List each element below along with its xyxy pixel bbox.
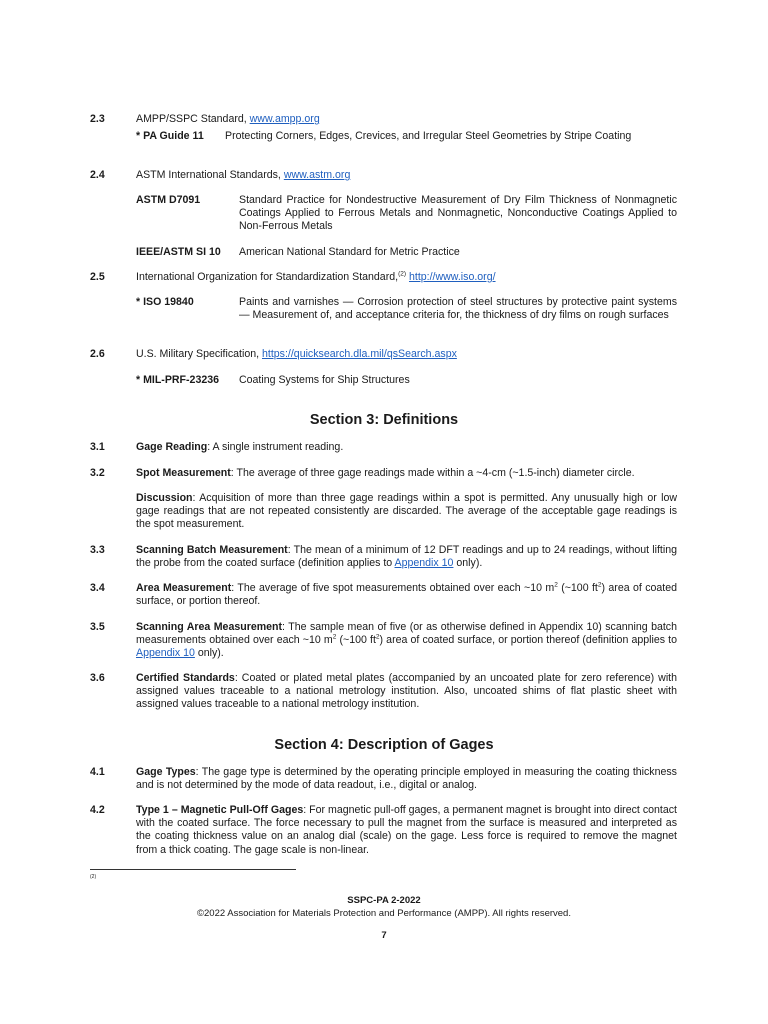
section-number: 2.6 (90, 348, 105, 360)
reference-description: Coating Systems for Ship Structures (239, 374, 410, 386)
appendix-10-link[interactable]: Appendix 10 (136, 647, 195, 660)
definition-number: 4.2 (90, 804, 105, 816)
definition-number: 3.5 (90, 621, 105, 633)
reference-code: * PA Guide 11 (136, 130, 204, 142)
reference-heading: U.S. Military Specification, https://quicksearch.dla.mil/qsSearch.aspx (136, 348, 457, 360)
footnote-mark: (2) (90, 874, 97, 880)
definition-number: 3.4 (90, 582, 105, 594)
discussion-paragraph: Discussion: Acquisition of more than three gage readings within a spot is permitted. Any unusually high or low gage readings that are not repeated consistently are discarded. The average of the acceptable gage readings is the spot measurement. (136, 492, 677, 531)
iso-link[interactable]: http://www.iso.org/ (408, 271, 496, 283)
definition-number: 3.6 (90, 672, 105, 684)
reference-heading: AMPP/SSPC Standard, www.ampp.org (136, 113, 320, 125)
definition-number: 3.1 (90, 441, 105, 453)
footnote-ref: (2) (398, 270, 407, 278)
reference-code: * MIL-PRF-23236 (136, 374, 220, 386)
definition-certified-standards: Certified Standards: Coated or plated metal plates (accompanied by an uncoated plate for zero reference) with assigned values traceable to a national metrology institution. Also, uncoated shims of flat plastic sheet with assigned values traceable to a national metrology institution. (136, 672, 678, 711)
reference-code: ASTM D7091 (136, 194, 201, 206)
reference-description: Protecting Corners, Edges, Crevices, and Irregular Steel Geometries by Stripe Coating (225, 130, 632, 142)
section-number: 2.4 (90, 169, 105, 181)
definition-spot-measurement: Spot Measurement: The average of three gage readings made within a ~4-cm (~1.5-inch) diameter circle. (136, 467, 635, 479)
reference-code: * ISO 19840 (136, 296, 194, 308)
appendix-10-link[interactable]: Appendix 10 (394, 557, 454, 570)
definition-number: 3.2 (90, 467, 105, 479)
reference-description: American National Standard for Metric Practice (239, 246, 460, 258)
copyright-notice: ©2022 Association for Materials Protection and Performance (AMPP). All rights reserved. (197, 908, 571, 919)
reference-heading: International Organization for Standardization Standard,$^{(2)}$ http://www.iso.org/ (136, 270, 496, 283)
page-number: 7 (381, 930, 387, 941)
ampp-link[interactable]: www.ampp.org (249, 113, 320, 125)
reference-code: IEEE/ASTM SI 10 (136, 246, 221, 258)
section-title: Section 4: Description of Gages (274, 737, 494, 753)
reference-heading: ASTM International Standards, www.astm.org (136, 169, 351, 181)
section-title: Section 3: Definitions (309, 412, 459, 428)
dla-link[interactable]: https://quicksearch.dla.mil/qsSearch.aspx (262, 348, 457, 360)
definition-area-measurement: Area Measurement: The average of five spot measurements obtained over each ~10 $m^2$ (~100 $ft^2$) area of coated surface, or portion thereof. (136, 581, 678, 608)
reference-description: Standard Practice for Nondestructive Measurement of Dry Film Thickness of Nonmagnetic Coatings Applied to Ferrous Metals and Nonmagnetic, Nonconductive Coatings Applied to Non-Ferrous Metals (239, 194, 677, 233)
definition-number: 3.3 (90, 544, 105, 556)
astm-link[interactable]: www.astm.org (283, 169, 351, 181)
definition-type1-gages: Type 1 – Magnetic Pull-Off Gages: For magnetic pull-off gages, a permanent magnet is brought into direct contact with the coated surface. The force necessary to pull the magnet from the surface is measured and interpreted as the coating thickness value on an analog dial (scale) on the gage. Less force is required to remove the magnet from a thick coating. The gage scale is non-linear. (136, 804, 677, 856)
footnote-rule (90, 869, 296, 870)
reference-description: Paints and varnishes — Corrosion protection of steel structures by protective paint systems — Measurement of, and acceptance criteria for, the thickness of dry films on rough surfaces (239, 296, 677, 322)
section-number: 2.5 (90, 271, 105, 283)
section-number: 2.3 (90, 113, 105, 125)
definition-gage-reading: Gage Reading: A single instrument reading. (136, 441, 344, 453)
definition-scanning-batch: Scanning Batch Measurement: The mean of a minimum of 12 DFT readings and up to 24 readings, without lifting the probe from the coated surface (definition applies to Appendix 10 only). (136, 544, 677, 570)
definition-scanning-area: Scanning Area Measurement: The sample mean of five (or as otherwise defined in Appendix 10) scanning batch measurements obtained over each ~10 $m^2$ (~100 $ft^2$) area of coated surface, or portion thereof (definition applies to Appendix 10 only). (136, 621, 678, 660)
definition-number: 4.1 (90, 766, 105, 778)
document-id: SSPC-PA 2-2022 (347, 895, 421, 906)
definition-gage-types: Gage Types: The gage type is determined by the operating principle employed in measuring the coating thickness and is not determined by the mode of data readout, i.e., digital or analog. (136, 766, 677, 792)
